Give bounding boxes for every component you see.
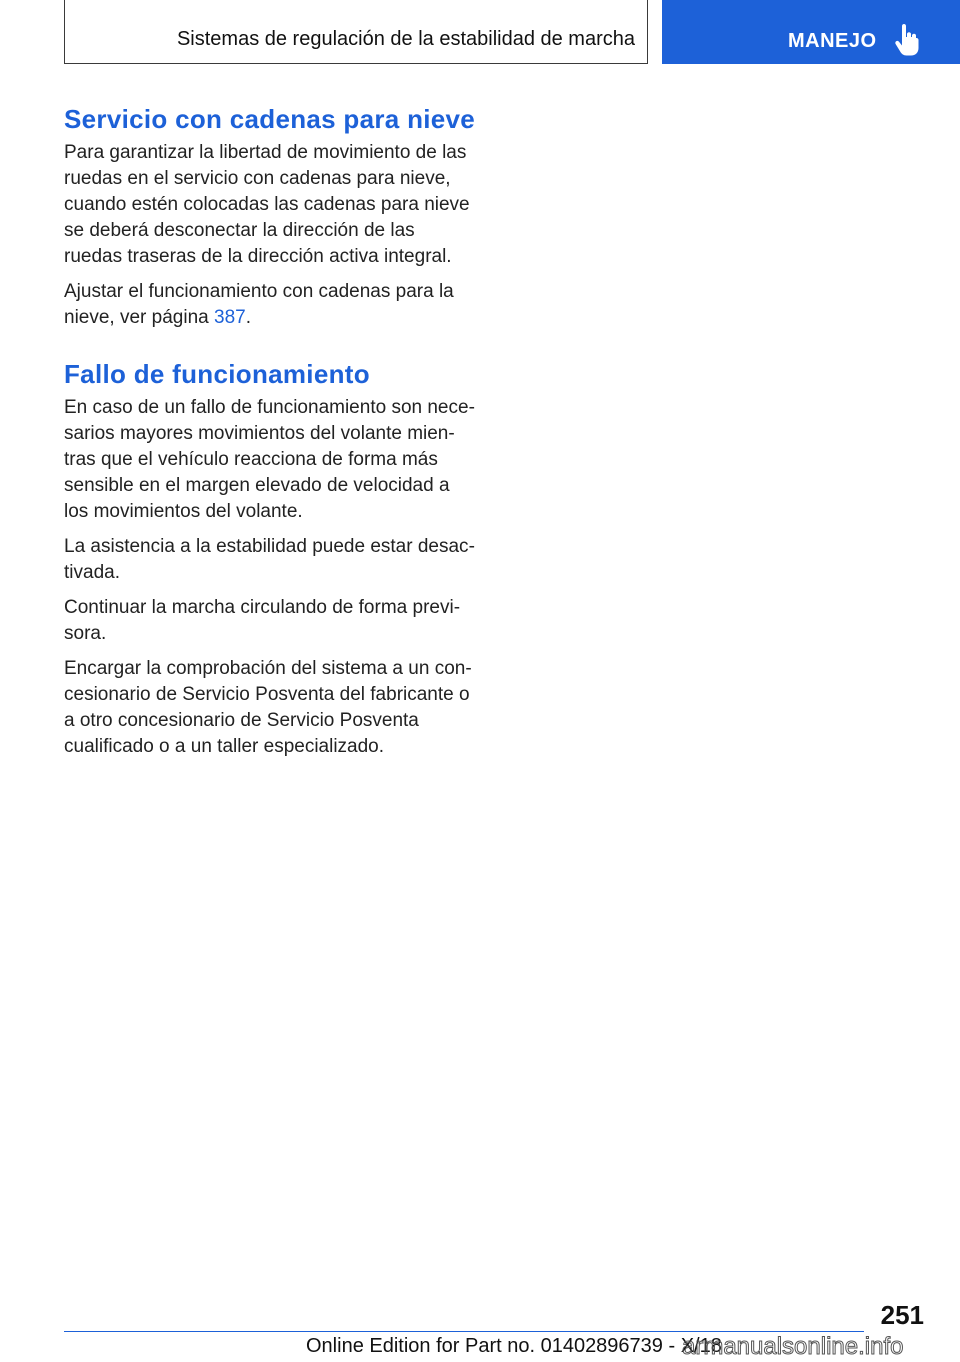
edition-note: Online Edition for Part no. 01402896739 - X/18 <box>306 1335 722 1357</box>
page-number: 251 <box>880 1300 924 1330</box>
paragraph: La asistencia a la estabilidad puede estar desactivada. <box>64 536 475 583</box>
page-reference-link[interactable]: 387 <box>214 307 246 328</box>
section-tab-manejo[interactable] <box>662 0 960 64</box>
section-heading-malfunction: Fallo de funcionamiento <box>64 359 370 389</box>
chapter-title: Sistemas de regulación de la estabilidad de marcha <box>176 28 635 50</box>
paragraph-with-link <box>64 279 478 331</box>
hand-pointer-icon <box>894 24 920 56</box>
paragraph-text-end: . <box>245 307 251 328</box>
paragraph: Continuar la marcha circulando de forma previsora. <box>64 597 461 644</box>
watermark: armanualsonline.info <box>682 1333 904 1360</box>
paragraph: Encargar la comprobación del sistema a un concesionario de Servicio Posventa del fabricante o a otro concesionario de Servicio Posventa cualificado o a un taller especializado. <box>64 658 472 757</box>
section-heading-snow-chains: Servicio con cadenas para nieve <box>64 104 476 134</box>
footer-divider <box>64 1331 864 1332</box>
paragraph: En caso de un fallo de funcionamiento son necesarios mayores movimientos del volante mientras que el vehículo reacciona de forma más sensible en el margen elevado de velocidad a los movimientos del volante. <box>64 397 475 522</box>
header-chapter-box <box>64 0 648 64</box>
main-content <box>64 102 478 769</box>
paragraph-text: Ajustar el funcionamiento con cadenas para la nieve, ver página <box>64 281 454 328</box>
section-tab-label: MANEJO <box>788 30 877 52</box>
paragraph: Para garantizar la libertad de movimiento de las ruedas en el servicio con cadenas para nieve, cuando estén colocadas las cadenas para nieve se deberá desconectar la dirección de las ruedas traseras de la dirección activa integral. <box>64 142 470 267</box>
